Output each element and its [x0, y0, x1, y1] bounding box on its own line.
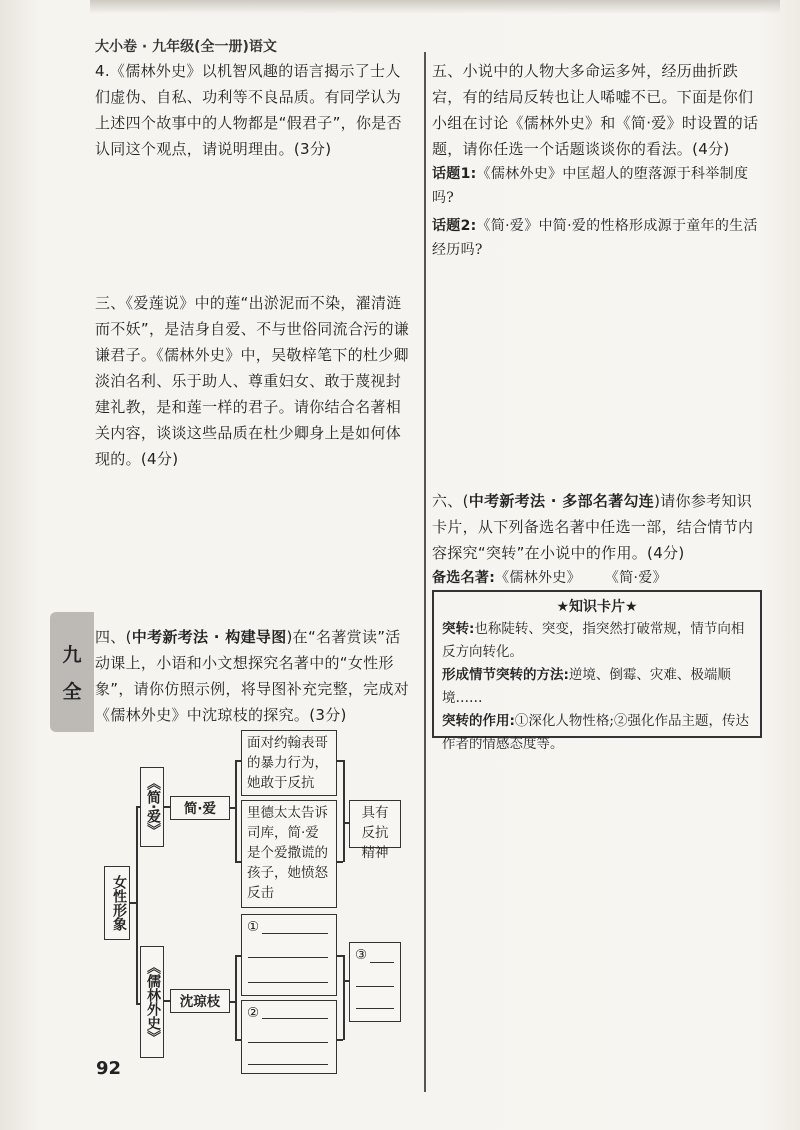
column-divider: [424, 52, 426, 1092]
topic-1-label: 话题1:: [432, 166, 477, 182]
question-6-prefix: 六、(: [432, 492, 469, 510]
map-blank3-marker: ③: [355, 947, 368, 963]
map-char2-label: 沈琼枝: [179, 994, 221, 1010]
knowledge-card-title: ★知识卡片★: [556, 599, 638, 615]
map-book1-label: 《简·爱》: [145, 776, 161, 838]
question-map-tag: 中考新考法 · 构建导图: [131, 628, 287, 646]
topic-2: [432, 214, 762, 262]
map-blank2-marker: ②: [247, 1005, 260, 1021]
question-6-text: [432, 488, 762, 566]
page-number: 92: [96, 1058, 122, 1079]
topic-2-label: 话题2:: [432, 218, 477, 234]
options-line: [432, 566, 762, 590]
knowledge-card: [432, 590, 762, 752]
map-root-label: 女性形象: [111, 875, 127, 931]
card-line-1-label: 突转:: [442, 621, 475, 637]
card-line-1-text: 也称陡转、突变，指突然打破常规，情节向相反方向转化。: [442, 621, 745, 660]
map-char1-label: 简·爱: [183, 801, 217, 817]
question-3: 三、《爱莲说》中的莲“出淤泥而不染，濯清涟而不妖”，是洁身自爱、不与世俗同流合污的谦谦君子。《儒林外史》中，吴敬梓笔下的杜少卿淡泊名利、乐于助人、尊重妇女、敢于蔑视封建礼教，是和莲一样的君子。请你结合名著相关内容，谈谈这些品质在杜少卿身上是如何体现的。(4分): [95, 294, 410, 468]
map-event2-text: 里德太太告诉司库，简·爱是个爱撒谎的孩子，她愤怒反击: [247, 805, 328, 901]
question-6: [432, 488, 762, 590]
map-blank1-marker: ①: [247, 919, 260, 935]
card-line-1: [442, 618, 752, 664]
map-book2-label: 《儒林外史》: [145, 960, 161, 1044]
card-line-3-text: ①深化人物性格;②强化作品主题，传达作者的情感态度等。: [442, 713, 749, 752]
card-line-3-label: 突转的作用:: [442, 713, 515, 729]
option-1: 《儒林外史》: [495, 570, 581, 586]
question-4: 4.《儒林外史》以机智风趣的语言揭示了士人们虚伪、自私、功利等不良品质。有同学认为上述四个故事中的人物都是“假君子”，你是否认同这个观点，请说明理由。(3分): [95, 62, 402, 158]
question-6-body: )请你参考知识卡片，从下列备选名著中任选一部，结合情节内容探究“突转”在小说中的作用。(4分): [432, 492, 754, 562]
question-map: [95, 624, 413, 728]
card-line-2: [442, 664, 752, 710]
topic-1: [432, 162, 762, 210]
side-tab-char-2: 全: [62, 681, 82, 703]
question-map-prefix: 四、(: [95, 628, 132, 646]
topic-2-text: 《简·爱》中简·爱的性格形成源于童年的生活经历吗?: [432, 218, 758, 258]
map-event1-text: 面对约翰表哥的暴力行为，她敢于反抗: [247, 735, 328, 791]
question-6-tag: 中考新考法 · 多部名著勾连: [468, 492, 655, 510]
side-tab: [50, 612, 94, 732]
card-line-2-label: 形成情节突转的方法:: [442, 667, 569, 683]
page-header: 大小卷 · 九年级(全一册)语文: [95, 39, 277, 55]
topic-1-text: 《儒林外史》中匡超人的堕落源于科举制度吗?: [432, 166, 749, 206]
question-5-text: 五、小说中的人物大多命运多舛，经历曲折跌宕，有的结局反转也让人唏嘘不已。下面是你们小组在讨论《儒林外史》和《简·爱》时设置的话题，请你任选一个话题谈谈你的看法。(4分): [432, 62, 759, 158]
card-line-2-text: 逆境、倒霉、灾难、极端顺境……: [442, 667, 731, 706]
side-tab-char-1: 九: [62, 644, 82, 666]
map-trait1-text: 具有反抗精神: [361, 805, 389, 861]
options-label: 备选名著:: [432, 570, 496, 586]
option-2: 《简·爱》: [604, 570, 667, 586]
card-line-3: [442, 710, 752, 756]
page-fold-shadow: [90, 0, 780, 14]
question-5: [432, 58, 762, 262]
question-map-text: )在“名著赏读”活动课上，小语和小文想探究名著中的“女性形象”，请你仿照示例，将导图补充完整，完成对《儒林外史》中沈琼枝的探究。(3分): [95, 628, 410, 724]
